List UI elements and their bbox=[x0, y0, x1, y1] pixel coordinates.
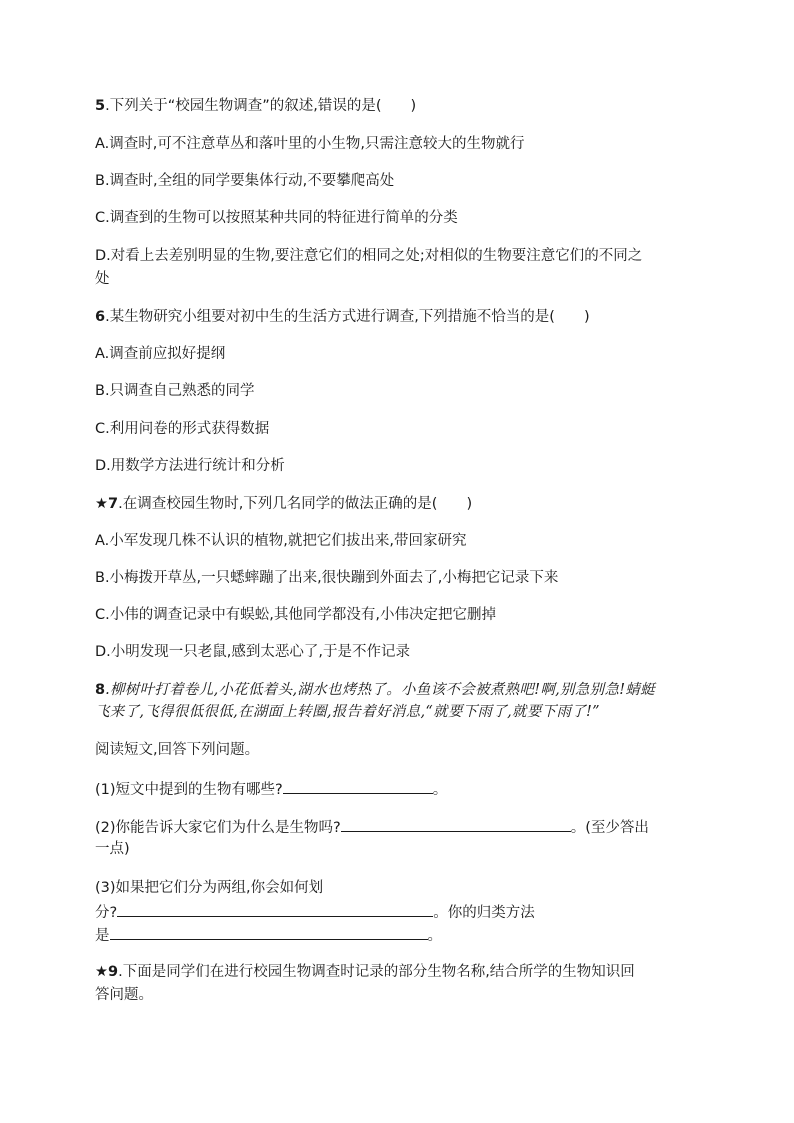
sub-question-text: (1)短文中提到的生物有哪些? bbox=[95, 782, 283, 798]
question-number: 5 bbox=[95, 98, 106, 114]
question-7-option-c: C.小伟的调查记录中有蜈蚣,其他同学都没有,小伟决定把它删掉 bbox=[95, 607, 496, 623]
question-text: .在调查校园生物时,下列几名同学的做法正确的是( ) bbox=[118, 496, 473, 512]
question-6-stem bbox=[95, 306, 590, 328]
question-5-option-d-continued: 处 bbox=[95, 271, 110, 287]
question-number: 6 bbox=[95, 309, 106, 325]
sub-question-text: (2)你能告诉大家它们为什么是生物吗? bbox=[95, 820, 341, 836]
sub-question-end: 。 bbox=[427, 928, 442, 944]
question-7-option-b: B.小梅拨开草丛,一只蟋蟀蹦了出来,很快蹦到外面去了,小梅把它记录下来 bbox=[95, 570, 559, 586]
sub-question-end: 。(至少答出 bbox=[570, 820, 649, 836]
question-number: 8 bbox=[95, 682, 106, 698]
sub-question-end: 。你的归类方法 bbox=[433, 905, 535, 921]
question-number: ★7 bbox=[95, 496, 119, 512]
answer-blank[interactable] bbox=[283, 777, 433, 794]
question-text: .下列关于“校园生物调查”的叙述,错误的是( ) bbox=[105, 98, 417, 114]
question-8-sub-3-line-1: (3)如果把它们分为两组,你会如何划 bbox=[95, 880, 324, 896]
question-6-option-b: B.只调查自己熟悉的同学 bbox=[95, 383, 255, 399]
question-8-sub-2-continued: 一点) bbox=[95, 841, 130, 857]
question-8-sub-1 bbox=[95, 777, 447, 801]
question-5-option-a: A.调查时,可不注意草丛和落叶里的小生物,只需注意较大的生物就行 bbox=[95, 136, 525, 152]
question-5-option-b: B.调查时,全组的同学要集体行动,不要攀爬高处 bbox=[95, 173, 395, 189]
question-8-sub-3-line-3 bbox=[95, 923, 442, 947]
question-8-instruction: 阅读短文,回答下列问题。 bbox=[95, 742, 260, 758]
question-9-stem-line-1 bbox=[95, 961, 635, 983]
answer-blank[interactable] bbox=[117, 900, 433, 917]
question-7-stem bbox=[95, 493, 472, 515]
question-8-passage-line-1 bbox=[95, 679, 655, 701]
question-9-stem-line-2: 答问题。 bbox=[95, 987, 153, 1003]
question-6-option-a: A.调查前应拟好提纲 bbox=[95, 346, 226, 362]
sub-question-end: 。 bbox=[432, 782, 448, 798]
question-8-sub-3-line-2 bbox=[95, 900, 535, 924]
question-5-option-c: C.调查到的生物可以按照某种共同的特征进行简单的分类 bbox=[95, 210, 458, 226]
question-8-sub-2 bbox=[95, 815, 649, 839]
question-number: ★9 bbox=[95, 964, 119, 980]
question-6-option-c: C.利用问卷的形式获得数据 bbox=[95, 421, 270, 437]
passage-text: .柳树叶打着卷儿,小花低着头,湖水也烤热了。小鱼该不会被煮熟吧!啊,别急别急!蜻蜓 bbox=[105, 682, 655, 698]
question-6-option-d: D.用数学方法进行统计和分析 bbox=[95, 458, 285, 474]
question-5-stem bbox=[95, 95, 416, 117]
sub-question-text: 是 bbox=[95, 928, 110, 944]
question-5-option-d: D.对看上去差别明显的生物,要注意它们的相同之处;对相似的生物要注意它们的不同之 bbox=[95, 248, 643, 264]
question-7-option-d: D.小明发现一只老鼠,感到太恶心了,于是不作记录 bbox=[95, 644, 410, 660]
answer-blank[interactable] bbox=[341, 815, 571, 832]
question-8-passage-line-2: 飞来了,飞得很低很低,在湖面上转圈,报告着好消息,“就要下雨了,就要下雨了!” bbox=[95, 704, 600, 720]
question-text: .下面是同学们在进行校园生物调查时记录的部分生物名称,结合所学的生物知识回 bbox=[118, 964, 635, 980]
sub-question-text: 分? bbox=[95, 905, 118, 921]
question-7-option-a: A.小军发现几株不认识的植物,就把它们拔出来,带回家研究 bbox=[95, 533, 467, 549]
answer-blank[interactable] bbox=[110, 923, 428, 940]
question-text: .某生物研究小组要对初中生的生活方式进行调查,下列措施不恰当的是( ) bbox=[105, 309, 590, 325]
